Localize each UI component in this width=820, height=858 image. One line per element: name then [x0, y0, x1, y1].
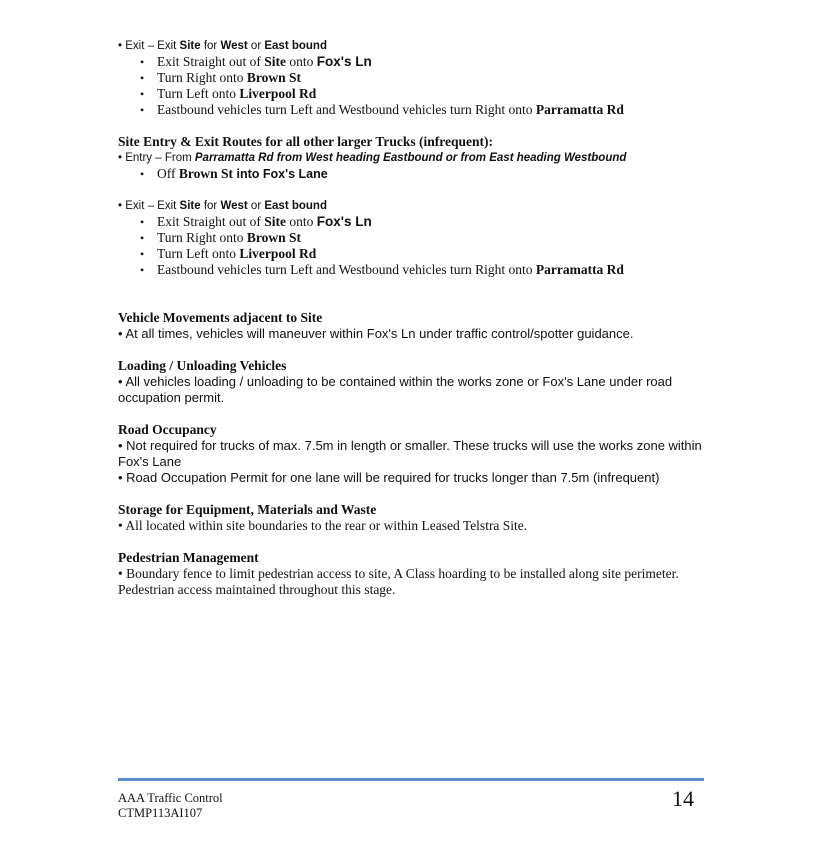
list-item: • Turn Right onto Brown St: [140, 70, 302, 85]
pedestrian-heading: Pedestrian Management: [118, 550, 259, 565]
footer-company: AAA Traffic Control: [118, 791, 223, 805]
list-item: • Off Brown St into Fox's Lane: [140, 166, 328, 181]
entry-line: • Entry – From Parramatta Rd from West heading Eastbound or from East heading Westbound: [118, 152, 627, 164]
loading-heading: Loading / Unloading Vehicles: [118, 358, 287, 373]
bullet-icon: •: [140, 215, 145, 229]
exit-line-2: • Exit – Exit Site for West or East bound: [118, 200, 327, 212]
list-item: • Turn Left onto Liverpool Rd: [140, 86, 317, 101]
list-item: • Turn Right onto Brown St: [140, 230, 302, 245]
entry-heading: Site Entry & Exit Routes for all other larger Trucks (infrequent):: [118, 134, 493, 149]
exit-prefix: • Exit – Exit: [118, 40, 180, 52]
page-number: 14: [672, 786, 694, 811]
vehicle-movements-heading: Vehicle Movements adjacent to Site: [118, 310, 323, 325]
pedestrian-text: • Boundary fence to limit pedestrian access to site, A Class hoarding to be installed along site perimeter. Pedestrian access maintained throughout this stage.: [118, 566, 679, 597]
storage-heading: Storage for Equipment, Materials and Waste: [118, 502, 377, 517]
bullet-icon: •: [140, 103, 145, 117]
bullet-icon: •: [140, 55, 145, 69]
road-occupancy-text-1: • Not required for trucks of max. 7.5m in length or smaller. These trucks will use the works zone within Fox's Lane: [118, 438, 702, 469]
road-occupancy-heading: Road Occupancy: [118, 422, 217, 437]
page-content: [118, 38, 718, 598]
exit-east: East bound: [264, 40, 327, 52]
exit-west: West: [220, 40, 248, 52]
storage-text: • All located within site boundaries to the rear or within Leased Telstra Site.: [118, 518, 528, 533]
bullet-icon: •: [140, 167, 145, 181]
list-item: • Eastbound vehicles turn Left and Westbound vehicles turn Right onto Parramatta Rd: [140, 102, 624, 117]
list-item: • Exit Straight out of Site onto Fox's Ln: [140, 54, 372, 69]
bullet-icon: •: [140, 263, 145, 277]
bullet-icon: •: [140, 247, 145, 261]
footer-rule: [118, 778, 704, 781]
vehicle-movements-text: • At all times, vehicles will maneuver within Fox's Ln under traffic control/spotter guidance.: [118, 326, 634, 341]
list-item: • Exit Straight out of Site onto Fox's Ln: [140, 214, 372, 229]
bullet-icon: •: [140, 87, 145, 101]
exit-or: or: [247, 40, 265, 52]
loading-text: • All vehicles loading / unloading to be contained within the works zone or Fox's Lane under road occupation permit.: [118, 374, 673, 405]
list-item: • Eastbound vehicles turn Left and Westbound vehicles turn Right onto Parramatta Rd: [140, 262, 624, 277]
exit-line-1: [118, 38, 718, 54]
footer-info: [118, 791, 223, 821]
bullet-icon: •: [140, 231, 145, 245]
list-item: • Turn Left onto Liverpool Rd: [140, 246, 317, 261]
footer-doc-code: CTMP113AI107: [118, 806, 203, 820]
bullet-icon: •: [140, 71, 145, 85]
exit-site: Site: [179, 40, 201, 52]
exit-for: for: [200, 40, 221, 52]
road-occupancy-text-2: • Road Occupation Permit for one lane will be required for trucks longer than 7.5m (infrequent): [118, 470, 660, 485]
